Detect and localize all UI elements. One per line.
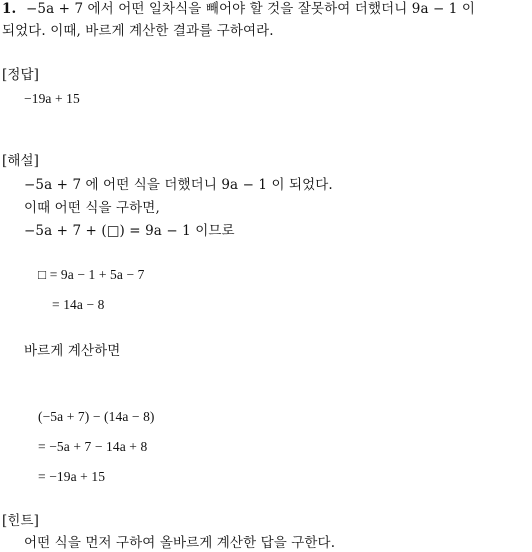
problem-line-2: 되었다. 이때, 바르게 계산한 결과를 구하여라.	[2, 23, 274, 39]
hint-text: 어떤 식을 먼저 구하여 올바르게 계산한 답을 구한다.	[24, 535, 336, 551]
explanation-equation: = −5a + 7 − 14a + 8	[38, 439, 148, 454]
explanation-line: 바르게 계산하면	[24, 343, 121, 359]
problem-line-1: −5a + 7 에서 어떤 일차식을 빼어야 할 것을 잘못하여 더했더니 9a − 1 이	[26, 1, 476, 17]
explanation-heading: [해설]	[2, 153, 40, 169]
explanation-equation: (−5a + 7) − (14a − 8)	[38, 409, 155, 424]
explanation-equation: □ = 9a − 1 + 5a − 7	[38, 267, 145, 282]
explanation-equation: = −19a + 15	[38, 469, 106, 484]
hint-heading: [힌트]	[2, 513, 40, 529]
problem-number: 1.	[2, 1, 17, 17]
answer-value: −19a + 15	[24, 91, 80, 106]
explanation-line: −5a + 7 + (□) = 9a − 1 이므로	[24, 223, 235, 239]
explanation-line: −5a + 7 에 어떤 식을 더했더니 9a − 1 이 되었다.	[24, 177, 333, 193]
explanation-equation: = 14a − 8	[52, 297, 105, 312]
explanation-line: 이때 어떤 식을 구하면,	[24, 200, 160, 216]
answer-heading: [정답]	[2, 67, 40, 83]
